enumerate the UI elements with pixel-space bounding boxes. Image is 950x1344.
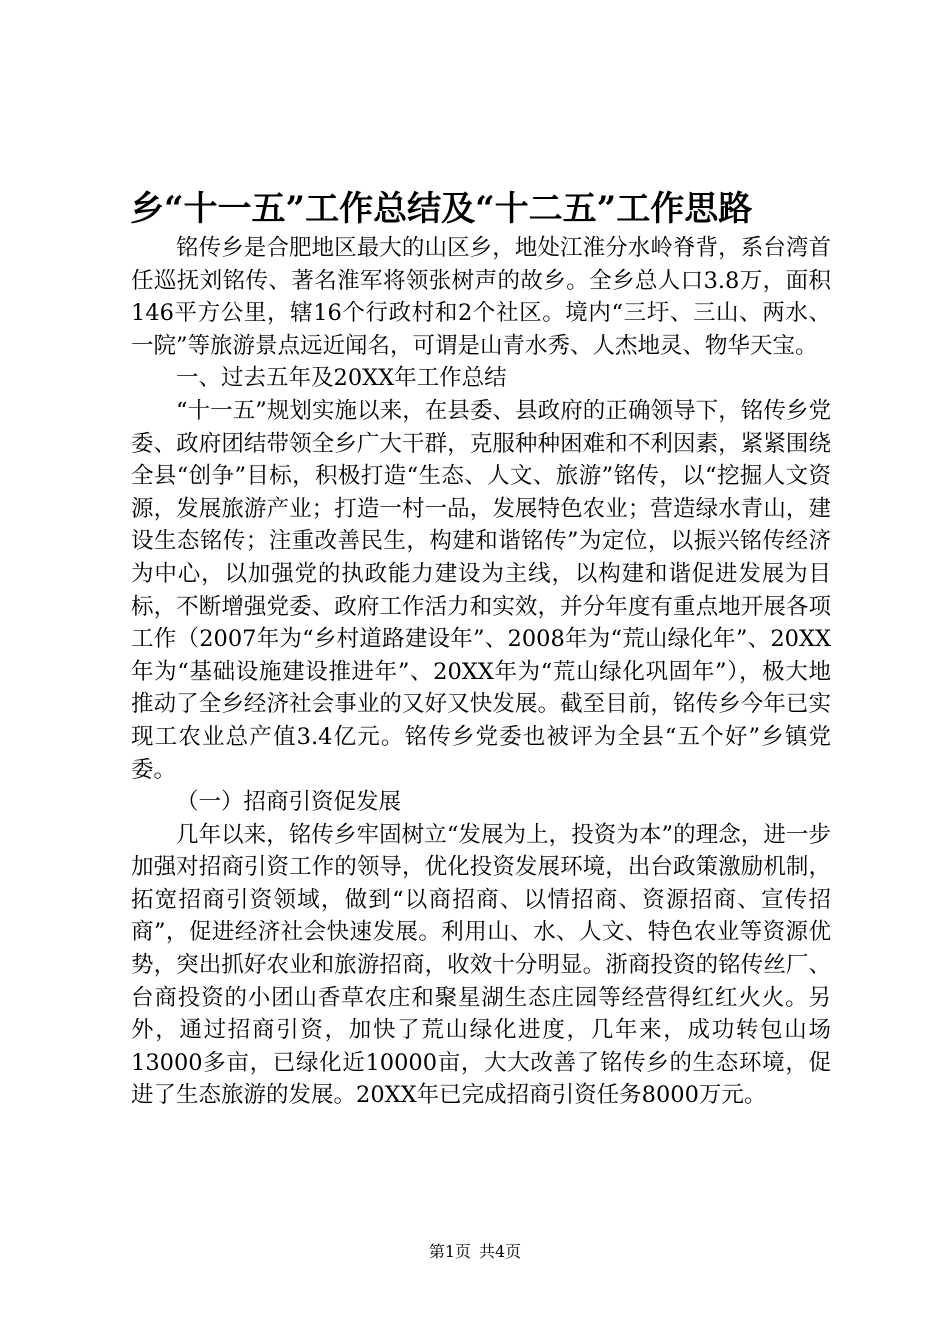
summary-paragraph: “十一五”规划实施以来，在县委、县政府的正确领导下，铭传乡党委、政府团结带领全乡广大干群，克服种种困难和不利因素，紧紧围绕全县“创争”目标，积极打造“生态、人文、旅游”铭传，以“挖掘人文资源，发展旅游产业；打造一村一品，发展特色农业；营造绿水青山，建设生态铭传；注重改善民生，构建和谐铭传”为定位，以振兴铭传经济为中心，以加强党的执政能力建设为主线，以构建和谐促进发展为目标，不断增强党委、政府工作活力和实效，并分年度有重点地开展各项工作（2007年为“乡村道路建设年”、2008年为“荒山绿化年”、20XX年为“基础设施建设推进年”、20XX年为“荒山绿化巩固年”），极大地推动了全乡经济社会事业的又好又快发展。截至目前，铭传乡今年已实现工农业总产值3.4亿元。铭传乡党委也被评为全县“五个好”乡镇党委。	[131, 397, 831, 783]
page-footer	[0, 1241, 950, 1263]
document-body	[131, 232, 831, 1112]
section-heading: 一、过去五年及20XX年工作总结	[176, 365, 507, 392]
investment-paragraph: 几年以来，铭传乡牢固树立“发展为上，投资为本”的理念，进一步加强对招商引资工作的领导，优化投资发展环境，出台政策激励机制，拓宽招商引资领域，做到“以商招商、以情招商、资源招商、宣传招商”，促进经济社会快速发展。利用山、水、人文、特色农业等资源优势，突出抓好农业和旅游招商，收效十分明显。浙商投资的铭传丝厂、台商投资的小团山香草农庄和聚星湖生态庄园等经营得红红火火。另外，通过招商引资，加快了荒山绿化进度，几年来，成功转包山场13000多亩，已绿化近10000亩，大大改善了铭传乡的生态环境，促进了生态旅游的发展。20XX年已完成招商引资任务8000万元。	[131, 821, 831, 1109]
document-title: 乡“十一五”工作总结及“十二五”工作思路	[130, 189, 753, 229]
page-total: 共4页	[479, 1242, 522, 1261]
subsection-heading: （一）招商引资促发展	[176, 789, 402, 816]
page-number: 第1页	[428, 1242, 471, 1261]
intro-paragraph: 铭传乡是合肥地区最大的山区乡，地处江淮分水岭脊背，系台湾首任巡抚刘铭传、著名淮军将领张树声的故乡。全乡总人口3.8万，面积146平方公里，辖16个行政村和2个社区。境内“三圩、三山、两水、一院”等旅游景点远近闻名，可谓是山青水秀、人杰地灵、物华天宝。	[131, 235, 831, 359]
